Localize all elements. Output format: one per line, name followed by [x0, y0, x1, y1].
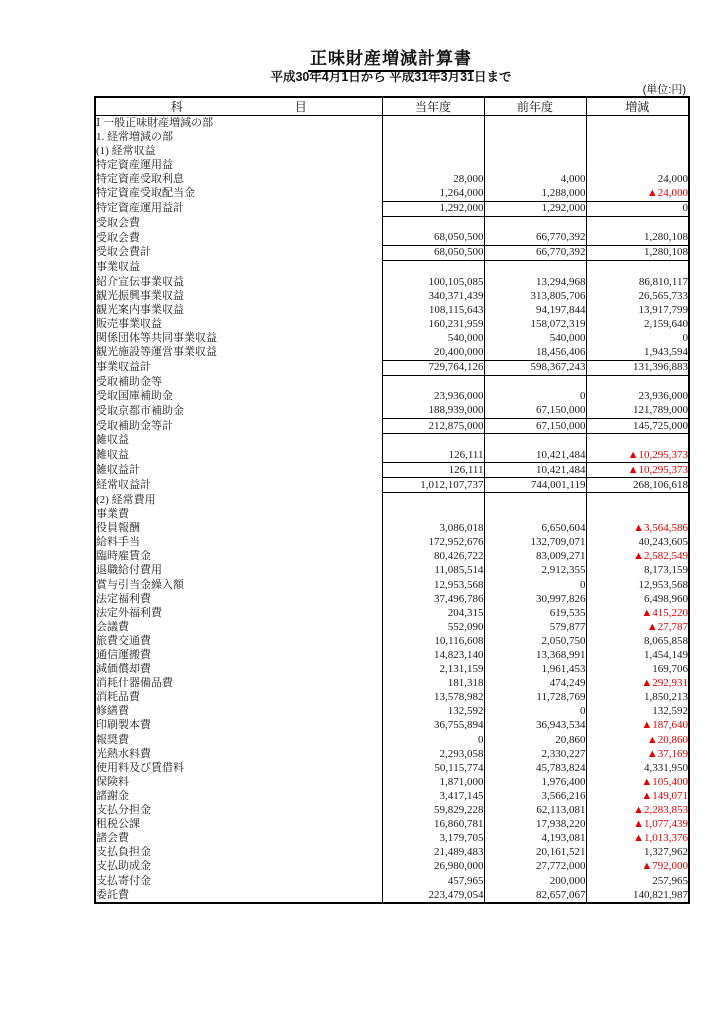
previous-value: 598,367,243: [484, 360, 586, 375]
change-value: 8,065,858: [586, 634, 689, 648]
current-value: 3,417,145: [382, 789, 484, 803]
change-value: [586, 116, 689, 131]
change-value: 23,936,000: [586, 390, 689, 404]
table-row: [95, 550, 689, 564]
previous-value: 67,150,000: [484, 404, 586, 419]
change-value: 4,331,950: [586, 761, 689, 775]
table-row: [95, 578, 689, 592]
previous-value: 474,249: [484, 677, 586, 691]
table-row: [95, 186, 689, 201]
previous-value: 83,009,271: [484, 550, 586, 564]
previous-value: 0: [484, 390, 586, 404]
table-row: [95, 860, 689, 874]
change-value: [586, 144, 689, 158]
current-value: 68,050,500: [382, 231, 484, 246]
change-value: 13,917,799: [586, 303, 689, 317]
table-row: [95, 691, 689, 705]
previous-value: [484, 144, 586, 158]
table-row: [95, 172, 689, 186]
current-value: 16,860,781: [382, 818, 484, 832]
current-value: 2,131,159: [382, 663, 484, 677]
table-row: [95, 832, 689, 846]
change-value: ▲149,071: [586, 789, 689, 803]
subject-cell: 減価償却費: [96, 663, 151, 676]
subject-cell: 受取会費: [96, 216, 140, 229]
table-row: [95, 404, 689, 419]
column-header-subject-left: 科: [170, 100, 183, 114]
previous-value: 82,657,067: [484, 888, 586, 903]
subject-cell: 委託費: [96, 888, 129, 901]
change-value: 140,821,987: [586, 888, 689, 903]
change-value: 1,280,108: [586, 245, 689, 260]
subject-cell: 保険料: [96, 775, 129, 788]
current-value: [382, 116, 484, 131]
previous-value: 132,709,071: [484, 536, 586, 550]
table-row: [95, 508, 689, 522]
table-row: [95, 216, 689, 231]
current-value: 132,592: [382, 705, 484, 719]
subject-cell: 受取補助金等計: [96, 419, 173, 432]
unit-note: (単位:円): [642, 84, 686, 96]
change-value: 86,810,117: [586, 275, 689, 289]
table-row: [95, 463, 689, 478]
change-value: [586, 216, 689, 231]
previous-value: 2,330,227: [484, 747, 586, 761]
table-row: [95, 144, 689, 158]
previous-value: 4,000: [484, 172, 586, 186]
subject-cell: (2) 経常費用: [96, 493, 156, 506]
current-value: 14,823,140: [382, 648, 484, 662]
previous-value: 0: [484, 578, 586, 592]
previous-value: 744,001,119: [484, 478, 586, 493]
current-value: 20,400,000: [382, 346, 484, 361]
table-row: [95, 634, 689, 648]
current-value: 204,315: [382, 606, 484, 620]
table-row: [95, 390, 689, 404]
change-value: 268,106,618: [586, 478, 689, 493]
subject-cell: 観光振興事業収益: [96, 289, 184, 302]
change-value: [586, 434, 689, 449]
subject-cell: 消耗品費: [96, 691, 140, 704]
table-row: [95, 275, 689, 289]
previous-value: 30,997,826: [484, 592, 586, 606]
change-value: 121,789,000: [586, 404, 689, 419]
current-value: 223,479,054: [382, 888, 484, 903]
change-value: 1,454,149: [586, 648, 689, 662]
previous-value: 1,976,400: [484, 775, 586, 789]
table-row: [95, 620, 689, 634]
current-value: [382, 260, 484, 275]
change-value: ▲105,400: [586, 775, 689, 789]
previous-value: [484, 158, 586, 172]
change-value: ▲2,582,549: [586, 550, 689, 564]
table-row: [95, 522, 689, 536]
previous-value: 62,113,081: [484, 804, 586, 818]
table-row: [95, 775, 689, 789]
subject-cell: 紹介宣伝事業収益: [96, 275, 184, 288]
header-row: [95, 97, 689, 116]
subject-cell: 特定資産受取配当金: [96, 187, 195, 200]
subject-cell: 事業収益: [96, 261, 140, 274]
table-row: [95, 201, 689, 216]
subject-cell: 支払助成金: [96, 860, 151, 873]
table-row: [95, 747, 689, 761]
table-row: [95, 360, 689, 375]
subject-cell: 法定福利費: [96, 592, 151, 605]
current-value: 0: [382, 733, 484, 747]
subject-cell: 旅費交通費: [96, 634, 151, 647]
change-value: [586, 375, 689, 390]
subject-cell: 経常収益計: [96, 478, 151, 491]
subject-cell: 使用料及び賃借料: [96, 761, 184, 774]
previous-value: 2,912,355: [484, 564, 586, 578]
subject-cell: 受取国庫補助金: [96, 390, 173, 403]
subject-cell: 臨時雇賃金: [96, 550, 151, 563]
change-value: 40,243,605: [586, 536, 689, 550]
current-value: 100,105,085: [382, 275, 484, 289]
previous-value: 10,421,484: [484, 448, 586, 463]
table-row: [95, 434, 689, 449]
change-value: ▲792,000: [586, 860, 689, 874]
previous-value: 27,772,000: [484, 860, 586, 874]
table-row: [95, 846, 689, 860]
table-row: [95, 116, 689, 131]
change-value: 131,396,883: [586, 360, 689, 375]
current-value: 28,000: [382, 172, 484, 186]
subject-cell: 租税公課: [96, 818, 140, 831]
change-value: ▲10,295,373: [586, 463, 689, 478]
change-value: ▲1,013,376: [586, 832, 689, 846]
current-value: 729,764,126: [382, 360, 484, 375]
statement-table: [94, 96, 690, 904]
subject-cell: 支払分担金: [96, 804, 151, 817]
change-value: 132,592: [586, 705, 689, 719]
subject-cell: 役員報酬: [96, 522, 140, 535]
current-value: [382, 508, 484, 522]
table-row: [95, 564, 689, 578]
previous-value: [484, 375, 586, 390]
change-value: 6,498,960: [586, 592, 689, 606]
change-value: 257,965: [586, 874, 689, 888]
current-value: 1,012,107,737: [382, 478, 484, 493]
current-value: 3,086,018: [382, 522, 484, 536]
subject-cell: 事業収益計: [96, 361, 151, 374]
previous-value: 1,961,453: [484, 663, 586, 677]
change-value: 169,706: [586, 663, 689, 677]
table-row: [95, 592, 689, 606]
table-row: [95, 677, 689, 691]
previous-value: 10,421,484: [484, 463, 586, 478]
subject-cell: 観光施設等運営事業収益: [96, 346, 217, 359]
previous-value: 579,877: [484, 620, 586, 634]
change-value: 1,943,594: [586, 346, 689, 361]
subject-cell: 雑収益計: [96, 463, 140, 476]
current-value: 126,111: [382, 448, 484, 463]
change-value: ▲10,295,373: [586, 448, 689, 463]
change-value: ▲2,283,853: [586, 804, 689, 818]
previous-value: 11,728,769: [484, 691, 586, 705]
table-row: [95, 719, 689, 733]
current-value: 340,371,439: [382, 289, 484, 303]
subject-cell: 販売事業収益: [96, 317, 162, 330]
table-row: [95, 804, 689, 818]
table-row: [95, 705, 689, 719]
previous-value: 20,860: [484, 733, 586, 747]
subject-cell: 雑収益: [96, 434, 129, 447]
change-value: ▲292,931: [586, 677, 689, 691]
previous-value: 1,292,000: [484, 201, 586, 216]
table-row: [95, 448, 689, 463]
previous-value: 6,650,604: [484, 522, 586, 536]
current-value: [382, 216, 484, 231]
current-value: 1,871,000: [382, 775, 484, 789]
page-title: 正味財産増減計算書: [308, 44, 474, 72]
current-value: 26,980,000: [382, 860, 484, 874]
current-value: 552,090: [382, 620, 484, 634]
current-value: 13,578,982: [382, 691, 484, 705]
current-value: 181,318: [382, 677, 484, 691]
current-value: 2,293,058: [382, 747, 484, 761]
previous-value: 13,294,968: [484, 275, 586, 289]
statement-rows: [95, 116, 689, 904]
table-row: [95, 818, 689, 832]
table-row: [95, 536, 689, 550]
previous-value: 45,783,824: [484, 761, 586, 775]
subject-cell: 特定資産受取利息: [96, 172, 184, 185]
previous-value: 540,000: [484, 331, 586, 345]
table-row: [95, 874, 689, 888]
column-header-current: 当年度: [382, 97, 484, 116]
previous-value: 66,770,392: [484, 231, 586, 246]
column-header-change: 増減: [586, 97, 689, 116]
current-value: 188,939,000: [382, 404, 484, 419]
column-header-subject: [95, 97, 382, 116]
subject-cell: 支払寄付金: [96, 874, 151, 887]
table-row: [95, 245, 689, 260]
column-header-previous: 前年度: [484, 97, 586, 116]
previous-value: [484, 508, 586, 522]
previous-value: [484, 116, 586, 131]
table-row: [95, 260, 689, 275]
column-header-subject-right: 目: [294, 100, 307, 114]
previous-value: 18,456,406: [484, 346, 586, 361]
table-row: [95, 346, 689, 361]
subject-cell: 報奨費: [96, 733, 129, 746]
previous-value: 2,050,750: [484, 634, 586, 648]
current-value: [382, 375, 484, 390]
change-value: ▲3,564,586: [586, 522, 689, 536]
table-row: [95, 303, 689, 317]
subject-cell: 関係団体等共同事業収益: [96, 331, 217, 344]
change-value: ▲415,220: [586, 606, 689, 620]
change-value: 1,327,962: [586, 846, 689, 860]
previous-value: 36,943,534: [484, 719, 586, 733]
subject-cell: 法定外福利費: [96, 606, 162, 619]
subject-cell: 受取京都市補助金: [96, 404, 184, 417]
table-row: [95, 375, 689, 390]
subject-cell: 退職給付費用: [96, 564, 162, 577]
table-row: [95, 317, 689, 331]
subject-cell: (1) 経常収益: [96, 144, 156, 157]
change-value: ▲24,000: [586, 186, 689, 201]
current-value: 68,050,500: [382, 245, 484, 260]
current-value: [382, 158, 484, 172]
change-value: ▲27,787: [586, 620, 689, 634]
previous-value: [484, 260, 586, 275]
current-value: [382, 144, 484, 158]
subject-cell: 支払負担金: [96, 846, 151, 859]
table-row: [95, 606, 689, 620]
previous-value: 3,566,216: [484, 789, 586, 803]
table-row: [95, 478, 689, 493]
table-row: [95, 418, 689, 433]
previous-value: 94,197,844: [484, 303, 586, 317]
subject-cell: 会議費: [96, 620, 129, 633]
subject-cell: 印刷製本費: [96, 719, 151, 732]
current-value: 540,000: [382, 331, 484, 345]
previous-value: 619,535: [484, 606, 586, 620]
current-value: 23,936,000: [382, 390, 484, 404]
previous-value: 1,288,000: [484, 186, 586, 201]
previous-value: 67,150,000: [484, 418, 586, 433]
change-value: ▲20,860: [586, 733, 689, 747]
table-row: [95, 158, 689, 172]
change-value: 24,000: [586, 172, 689, 186]
current-value: 50,115,774: [382, 761, 484, 775]
current-value: 212,875,000: [382, 418, 484, 433]
period-subtitle: 平成30年4月1日から 平成31年3月31日まで: [270, 70, 512, 84]
current-value: 36,755,894: [382, 719, 484, 733]
subject-cell: 雑収益: [96, 448, 129, 461]
change-value: 2,159,640: [586, 317, 689, 331]
previous-value: [484, 493, 586, 508]
change-value: [586, 130, 689, 144]
change-value: 1,280,108: [586, 231, 689, 246]
previous-value: 313,805,706: [484, 289, 586, 303]
change-value: ▲37,169: [586, 747, 689, 761]
previous-value: 200,000: [484, 874, 586, 888]
current-value: 11,085,514: [382, 564, 484, 578]
change-value: [586, 508, 689, 522]
current-value: [382, 434, 484, 449]
subject-cell: 諸謝金: [96, 789, 129, 802]
table-row: [95, 663, 689, 677]
previous-value: 13,368,991: [484, 648, 586, 662]
change-value: 26,565,733: [586, 289, 689, 303]
subject-cell: 修繕費: [96, 705, 129, 718]
subject-cell: 給料手当: [96, 536, 140, 549]
change-value: 1,850,213: [586, 691, 689, 705]
current-value: 37,496,786: [382, 592, 484, 606]
current-value: 160,231,959: [382, 317, 484, 331]
previous-value: 0: [484, 705, 586, 719]
current-value: 10,116,608: [382, 634, 484, 648]
subject-cell: 諸会費: [96, 832, 129, 845]
current-value: 457,965: [382, 874, 484, 888]
table-row: [95, 493, 689, 508]
table-row: [95, 789, 689, 803]
change-value: [586, 260, 689, 275]
change-value: [586, 158, 689, 172]
subject-cell: 光熱水料費: [96, 747, 151, 760]
current-value: 1,292,000: [382, 201, 484, 216]
change-value: ▲1,077,439: [586, 818, 689, 832]
change-value: [586, 493, 689, 508]
current-value: 12,953,568: [382, 578, 484, 592]
current-value: 172,952,676: [382, 536, 484, 550]
subject-cell: 通信運搬費: [96, 649, 151, 662]
subject-cell: 事業費: [96, 508, 129, 521]
change-value: 0: [586, 331, 689, 345]
subject-cell: 特定資産運用益計: [96, 202, 184, 215]
table-row: [95, 888, 689, 903]
subject-cell: 受取会費: [96, 231, 140, 244]
table-row: [95, 733, 689, 747]
subject-cell: 賞与引当金繰入額: [96, 578, 184, 591]
table-row: [95, 289, 689, 303]
current-value: 80,426,722: [382, 550, 484, 564]
current-value: 108,115,643: [382, 303, 484, 317]
previous-value: [484, 130, 586, 144]
change-value: 8,173,159: [586, 564, 689, 578]
previous-value: 17,938,220: [484, 818, 586, 832]
current-value: 21,489,483: [382, 846, 484, 860]
subject-cell: 消耗什器備品費: [96, 677, 173, 690]
change-value: 12,953,568: [586, 578, 689, 592]
previous-value: 20,161,521: [484, 846, 586, 860]
previous-value: 66,770,392: [484, 245, 586, 260]
subject-cell: Ⅰ 一般正味財産増減の部: [96, 116, 214, 129]
current-value: 59,829,228: [382, 804, 484, 818]
subject-cell: 特定資産運用益: [96, 158, 173, 171]
table-row: [95, 231, 689, 246]
table-row: [95, 761, 689, 775]
change-value: 0: [586, 201, 689, 216]
change-value: 145,725,000: [586, 418, 689, 433]
subject-cell: 1. 経常増減の部: [96, 130, 173, 143]
previous-value: [484, 434, 586, 449]
current-value: [382, 130, 484, 144]
subject-cell: 観光案内事業収益: [96, 303, 184, 316]
previous-value: [484, 216, 586, 231]
table-row: [95, 331, 689, 345]
current-value: [382, 493, 484, 508]
previous-value: 4,193,081: [484, 832, 586, 846]
previous-value: 158,072,319: [484, 317, 586, 331]
current-value: 1,264,000: [382, 186, 484, 201]
current-value: 126,111: [382, 463, 484, 478]
current-value: 3,179,705: [382, 832, 484, 846]
table-row: [95, 648, 689, 662]
subject-cell: 受取会費計: [96, 246, 151, 259]
change-value: ▲187,640: [586, 719, 689, 733]
table-row: [95, 130, 689, 144]
subject-cell: 受取補助金等: [96, 375, 162, 388]
